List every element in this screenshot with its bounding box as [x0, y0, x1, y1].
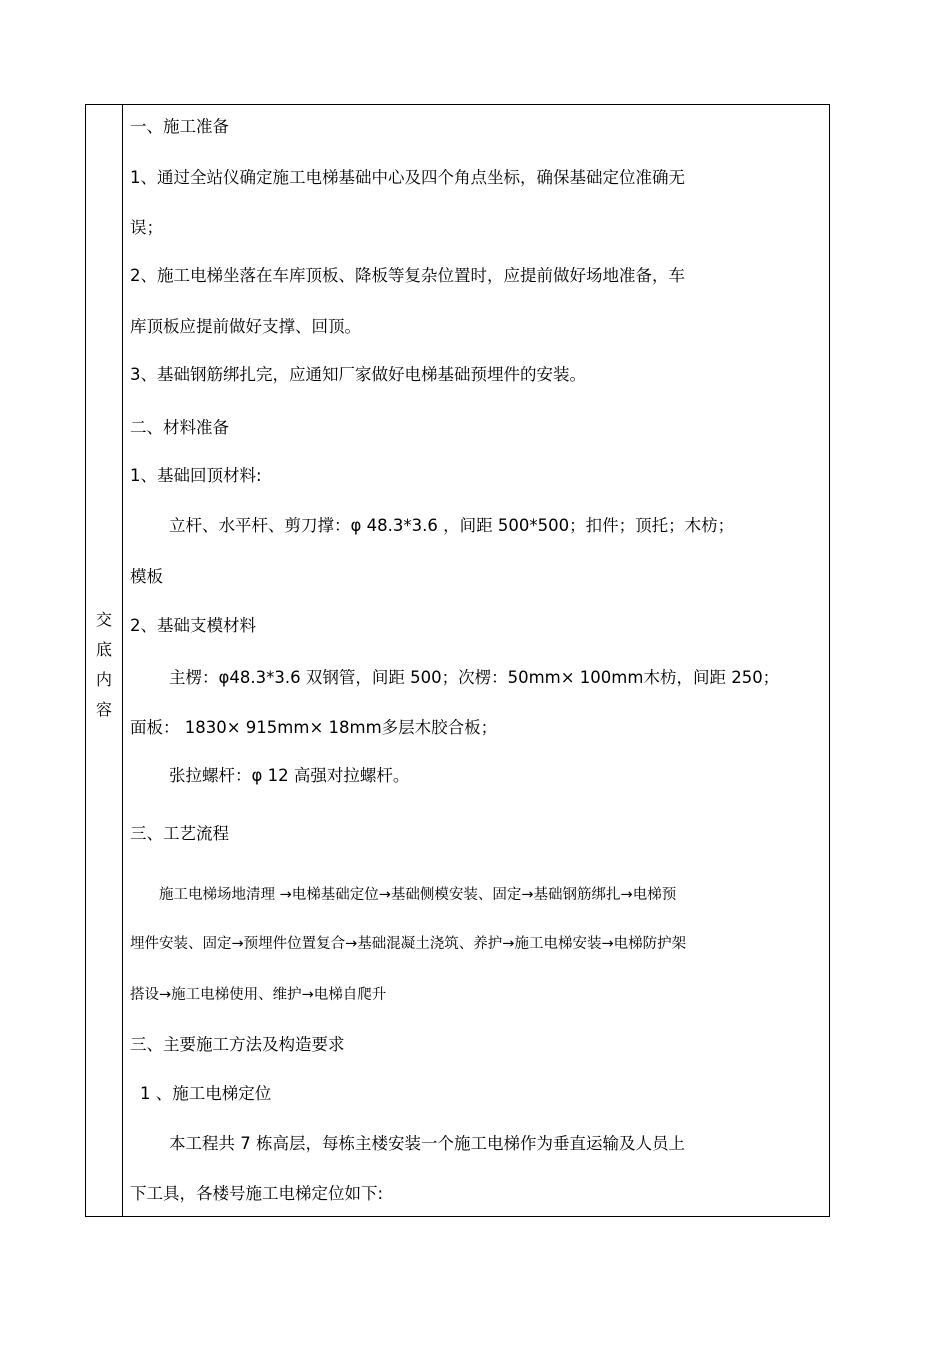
side-label-char: 交	[95, 610, 112, 629]
process-flow-line: 搭设→施工电梯使用、维护→电梯自爬升	[130, 987, 387, 1003]
paragraph-line: 下工具，各楼号施工电梯定位如下:	[130, 1184, 384, 1203]
paragraph-line: 模板	[130, 567, 163, 586]
content-cell	[123, 105, 829, 1216]
subsection-heading: 1 、施工电梯定位	[140, 1084, 272, 1103]
side-label-char: 底	[95, 640, 112, 659]
disclosure-table	[85, 104, 830, 1217]
section-heading-methods: 三、主要施工方法及构造要求	[130, 1035, 345, 1054]
paragraph-line: 2、基础支模材料	[130, 616, 256, 635]
paragraph-line: 1、通过全站仪确定施工电梯基础中心及四个角点坐标，确保基础定位准确无	[130, 168, 685, 187]
paragraph-line: 误；	[130, 218, 163, 237]
paragraph-line: 库顶板应提前做好支撑、回顶。	[130, 317, 361, 336]
side-label-char: 内	[95, 670, 112, 689]
process-flow-line: 施工电梯场地清理 →电梯基础定位→基础侧模安装、固定→基础钢筋绑扎→电梯预	[159, 887, 677, 903]
paragraph-line: 本工程共 7 栋高层，每栋主楼安装一个施工电梯作为垂直运输及人员上	[169, 1134, 685, 1153]
process-flow-line: 埋件安装、固定→预埋件位置复合→基础混凝土浇筑、养护→施工电梯安装→电梯防护架	[130, 936, 687, 952]
section-heading-preparation: 一、施工准备	[130, 117, 229, 136]
paragraph-line: 立杆、水平杆、剪刀撑：φ 48.3*3.6 ，间距 500*500；扣件；顶托；木枋；	[169, 516, 735, 535]
paragraph-line: 面板： 1830× 915mm× 18mm多层木胶合板；	[130, 718, 498, 737]
paragraph-line: 3、基础钢筋绑扎完，应通知厂家做好电梯基础预埋件的安装。	[130, 365, 586, 384]
section-heading-materials: 二、材料准备	[130, 418, 229, 437]
side-label-char: 容	[95, 700, 112, 719]
paragraph-line: 主楞：φ48.3*3.6 双钢管，间距 500；次楞：50mm× 100mm木枋，间距 250；	[169, 668, 780, 687]
paragraph-line: 张拉螺杆：φ 12 高强对拉螺杆。	[169, 766, 410, 785]
section-heading-process: 三、工艺流程	[130, 824, 229, 843]
side-label-cell	[86, 105, 123, 1216]
paragraph-line: 2、施工电梯坐落在车库顶板、降板等复杂位置时，应提前做好场地准备，车	[130, 266, 685, 285]
paragraph-line: 1、基础回顶材料:	[130, 466, 262, 485]
